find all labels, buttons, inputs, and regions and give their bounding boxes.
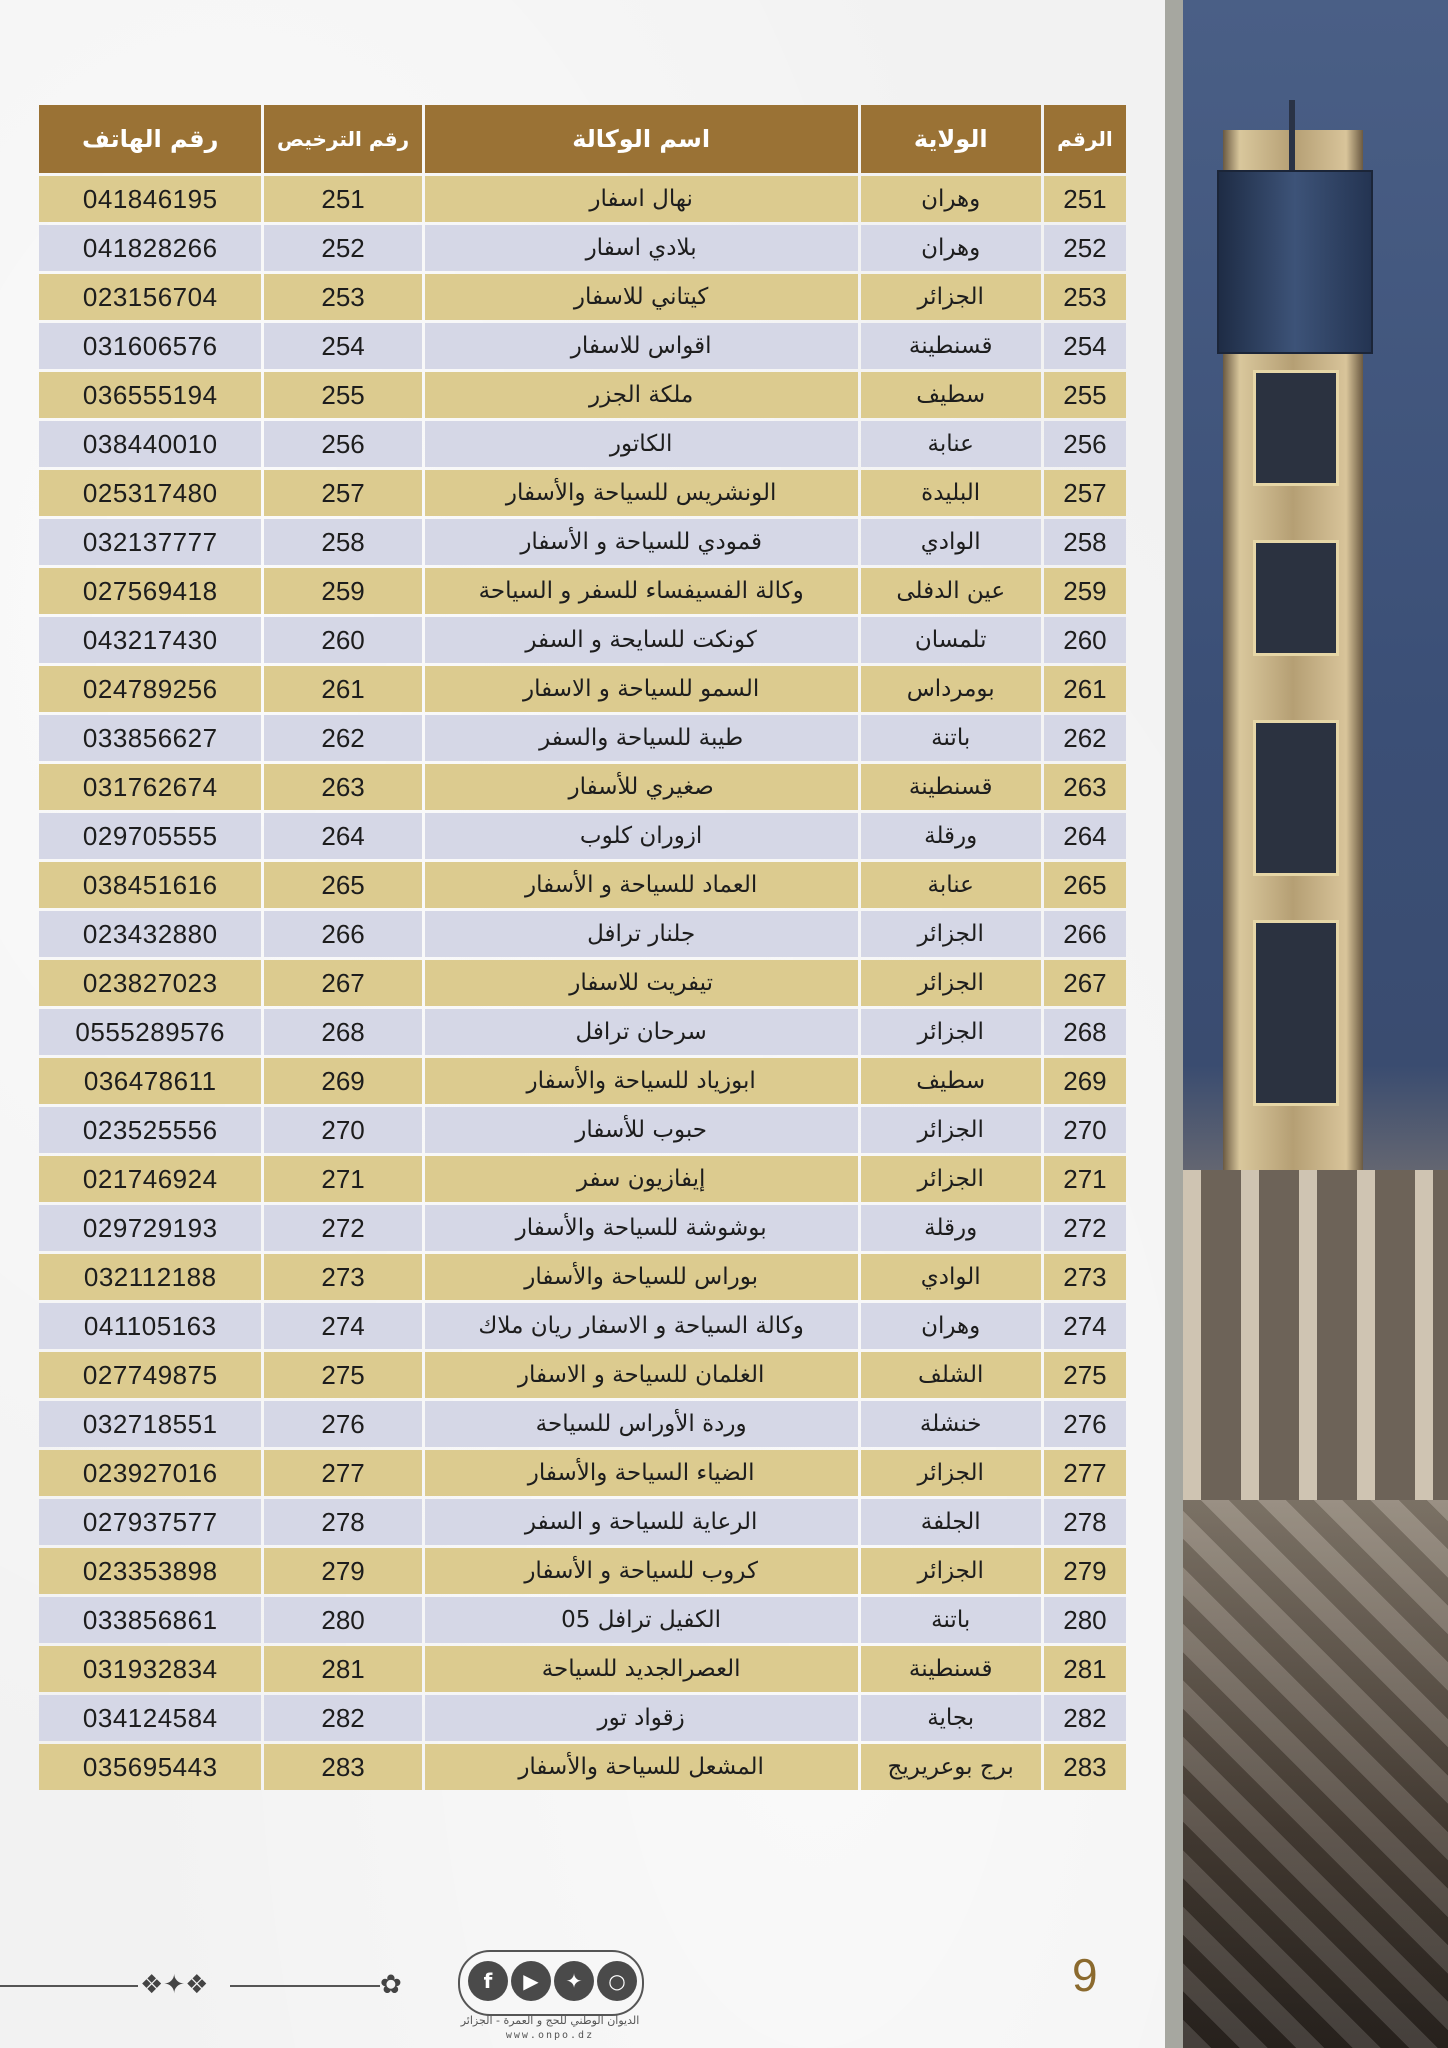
cell-agency-name: تيفريت للاسفار [425, 960, 858, 1006]
cell-wilaya: باتنة [861, 1597, 1041, 1643]
cell-phone: 041105163 [39, 1303, 261, 1349]
table-row [39, 1303, 1126, 1349]
cell-number: 255 [1044, 372, 1126, 418]
footer-rule-left [0, 1985, 138, 1987]
cell-wilaya: قسنطينة [861, 764, 1041, 810]
cell-agency-name: سرحان ترافل [425, 1009, 858, 1055]
cell-agency-name: وكالة السياحة و الاسفار ريان ملاك [425, 1303, 858, 1349]
table-row [39, 1450, 1126, 1496]
cell-wilaya: وهران [861, 225, 1041, 271]
cell-wilaya: الوادي [861, 1254, 1041, 1300]
cell-license: 266 [264, 911, 421, 957]
cell-phone: 036478611 [39, 1058, 261, 1104]
cell-number: 262 [1044, 715, 1126, 761]
cell-license: 281 [264, 1646, 421, 1692]
cell-license: 277 [264, 1450, 421, 1496]
header-phone: رقم الهاتف [39, 105, 261, 173]
cell-agency-name: بوشوشة للسياحة والأسفار [425, 1205, 858, 1251]
cell-agency-name: المشعل للسياحة والأسفار [425, 1744, 858, 1790]
cell-license: 274 [264, 1303, 421, 1349]
minaret-window [1253, 920, 1339, 1106]
cell-phone: 031932834 [39, 1646, 261, 1692]
cell-agency-name: العماد للسياحة و الأسفار [425, 862, 858, 908]
agencies-table [36, 102, 1129, 1793]
cell-phone: 031606576 [39, 323, 261, 369]
table-row [39, 617, 1126, 663]
cell-wilaya: سطيف [861, 372, 1041, 418]
cell-wilaya: باتنة [861, 715, 1041, 761]
cell-phone: 023156704 [39, 274, 261, 320]
youtube-icon[interactable]: ▶ [511, 1961, 551, 2001]
cell-number: 261 [1044, 666, 1126, 712]
cell-license: 252 [264, 225, 421, 271]
cell-license: 264 [264, 813, 421, 859]
cell-wilaya: عنابة [861, 862, 1041, 908]
cell-agency-name: العصرالجديد للسياحة [425, 1646, 858, 1692]
table-row [39, 862, 1126, 908]
cell-phone: 041828266 [39, 225, 261, 271]
cell-phone: 036555194 [39, 372, 261, 418]
cell-agency-name: ملكة الجزر [425, 372, 858, 418]
table-row [39, 225, 1126, 271]
header-number: الرقم [1044, 105, 1126, 173]
cell-license: 255 [264, 372, 421, 418]
cell-number: 266 [1044, 911, 1126, 957]
cell-phone: 035695443 [39, 1744, 261, 1790]
table-row [39, 1058, 1126, 1104]
table-header-row [39, 105, 1126, 173]
header-agency-name: اسم الوكالة [425, 105, 858, 173]
footer-organization: الديوان الوطني للحج و العمرة - الجزائر [460, 2014, 640, 2027]
cell-agency-name: كونكت للسايحة و السفر [425, 617, 858, 663]
cell-license: 267 [264, 960, 421, 1006]
cell-wilaya: الجزائر [861, 911, 1041, 957]
cell-number: 273 [1044, 1254, 1126, 1300]
cell-number: 278 [1044, 1499, 1126, 1545]
cell-phone: 043217430 [39, 617, 261, 663]
table-row [39, 1009, 1126, 1055]
cell-license: 272 [264, 1205, 421, 1251]
cell-wilaya: قسنطينة [861, 323, 1041, 369]
cell-number: 259 [1044, 568, 1126, 614]
minaret-window [1253, 720, 1339, 876]
table-row [39, 1205, 1126, 1251]
cell-agency-name: صغيري للأسفار [425, 764, 858, 810]
cell-license: 271 [264, 1156, 421, 1202]
marble-floor [1183, 1500, 1448, 2048]
cell-license: 262 [264, 715, 421, 761]
cell-license: 265 [264, 862, 421, 908]
cell-agency-name: الرعاية للسياحة و السفر [425, 1499, 858, 1545]
cell-agency-name: جلنار ترافل [425, 911, 858, 957]
cell-phone: 025317480 [39, 470, 261, 516]
table-row [39, 519, 1126, 565]
cell-agency-name: نهال اسفار [425, 176, 858, 222]
cell-license: 259 [264, 568, 421, 614]
minaret-window [1253, 370, 1339, 486]
cell-license: 251 [264, 176, 421, 222]
cell-agency-name: بوراس للسياحة والأسفار [425, 1254, 858, 1300]
cell-wilaya: ورقلة [861, 813, 1041, 859]
table-row [39, 1499, 1126, 1545]
header-wilaya: الولاية [861, 105, 1041, 173]
cell-agency-name: إيفازيون سفر [425, 1156, 858, 1202]
table-row [39, 470, 1126, 516]
cell-license: 260 [264, 617, 421, 663]
cell-license: 275 [264, 1352, 421, 1398]
cell-number: 251 [1044, 176, 1126, 222]
footer-website[interactable]: www.onpo.dz [505, 2030, 595, 2041]
table-row [39, 813, 1126, 859]
cell-agency-name: الكاتور [425, 421, 858, 467]
cell-phone: 021746924 [39, 1156, 261, 1202]
ornament-divider: ❖✦❖ [140, 1970, 209, 2000]
cell-number: 263 [1044, 764, 1126, 810]
cell-number: 253 [1044, 274, 1126, 320]
cell-number: 256 [1044, 421, 1126, 467]
cell-license: 268 [264, 1009, 421, 1055]
cell-number: 279 [1044, 1548, 1126, 1594]
table-row [39, 1548, 1126, 1594]
cell-wilaya: وهران [861, 1303, 1041, 1349]
table-row [39, 1646, 1126, 1692]
cell-number: 277 [1044, 1450, 1126, 1496]
cell-agency-name: ازوران كلوب [425, 813, 858, 859]
social-links [458, 1950, 644, 2016]
table-row [39, 1352, 1126, 1398]
cell-number: 267 [1044, 960, 1126, 1006]
cell-license: 270 [264, 1107, 421, 1153]
table-row [39, 323, 1126, 369]
cell-agency-name: حبوب للأسفار [425, 1107, 858, 1153]
cell-license: 280 [264, 1597, 421, 1643]
table-row [39, 666, 1126, 712]
cell-number: 270 [1044, 1107, 1126, 1153]
cell-phone: 027937577 [39, 1499, 261, 1545]
side-divider-strip [1165, 0, 1183, 2048]
cell-wilaya: الجزائر [861, 1450, 1041, 1496]
cell-agency-name: الضياء السياحة والأسفار [425, 1450, 858, 1496]
table-row [39, 1744, 1126, 1790]
cell-agency-name: وردة الأوراس للسياحة [425, 1401, 858, 1447]
cell-license: 278 [264, 1499, 421, 1545]
cell-agency-name: الغلمان للسياحة و الاسفار [425, 1352, 858, 1398]
table-row [39, 1401, 1126, 1447]
twitter-icon[interactable]: ✦ [554, 1961, 594, 2001]
cell-license: 283 [264, 1744, 421, 1790]
cell-license: 269 [264, 1058, 421, 1104]
table-row [39, 176, 1126, 222]
table-row [39, 715, 1126, 761]
cell-license: 261 [264, 666, 421, 712]
table-row [39, 372, 1126, 418]
mosque-minaret-photo [1183, 0, 1448, 2048]
cell-number: 276 [1044, 1401, 1126, 1447]
cell-number: 275 [1044, 1352, 1126, 1398]
cell-number: 281 [1044, 1646, 1126, 1692]
table-row [39, 911, 1126, 957]
cell-phone: 041846195 [39, 176, 261, 222]
cell-phone: 027569418 [39, 568, 261, 614]
cell-agency-name: بلادي اسفار [425, 225, 858, 271]
cell-agency-name: الكفيل ترافل 05 [425, 1597, 858, 1643]
cell-phone: 032137777 [39, 519, 261, 565]
table-row [39, 1254, 1126, 1300]
cell-wilaya: بومرداس [861, 666, 1041, 712]
table-row [39, 568, 1126, 614]
table-row [39, 764, 1126, 810]
cell-wilaya: ورقلة [861, 1205, 1041, 1251]
table-row [39, 274, 1126, 320]
cell-license: 273 [264, 1254, 421, 1300]
cell-number: 280 [1044, 1597, 1126, 1643]
cell-phone: 023927016 [39, 1450, 261, 1496]
cell-wilaya: بجاية [861, 1695, 1041, 1741]
cell-phone: 023525556 [39, 1107, 261, 1153]
cell-number: 283 [1044, 1744, 1126, 1790]
arcade-arches [1183, 1170, 1448, 1500]
cell-phone: 029705555 [39, 813, 261, 859]
minaret-window [1253, 540, 1339, 656]
cell-phone: 038451616 [39, 862, 261, 908]
cell-agency-name: كيتاني للاسفار [425, 274, 858, 320]
cell-number: 257 [1044, 470, 1126, 516]
cell-number: 264 [1044, 813, 1126, 859]
cell-phone: 029729193 [39, 1205, 261, 1251]
cell-phone: 023353898 [39, 1548, 261, 1594]
ornament-flourish: ✿ [380, 1970, 402, 2000]
cell-number: 271 [1044, 1156, 1126, 1202]
cell-phone: 032718551 [39, 1401, 261, 1447]
cell-number: 272 [1044, 1205, 1126, 1251]
cell-number: 260 [1044, 617, 1126, 663]
cell-number: 252 [1044, 225, 1126, 271]
cell-agency-name: كروب للسياحة و الأسفار [425, 1548, 858, 1594]
cell-wilaya: برج بوعريريج [861, 1744, 1041, 1790]
cell-agency-name: الونشريس للسياحة والأسفار [425, 470, 858, 516]
cell-license: 254 [264, 323, 421, 369]
cell-phone: 033856627 [39, 715, 261, 761]
cell-wilaya: البليدة [861, 470, 1041, 516]
cell-license: 263 [264, 764, 421, 810]
cell-phone: 024789256 [39, 666, 261, 712]
cell-phone: 038440010 [39, 421, 261, 467]
cell-phone: 032112188 [39, 1254, 261, 1300]
cell-wilaya: قسنطينة [861, 1646, 1041, 1692]
cell-agency-name: السمو للسياحة و الاسفار [425, 666, 858, 712]
cell-agency-name: قمودي للسياحة و الأسفار [425, 519, 858, 565]
minaret-spire [1289, 100, 1295, 180]
cell-number: 265 [1044, 862, 1126, 908]
cell-wilaya: عنابة [861, 421, 1041, 467]
cell-agency-name: وكالة الفسيفساء للسفر و السياحة [425, 568, 858, 614]
cell-number: 258 [1044, 519, 1126, 565]
cell-wilaya: سطيف [861, 1058, 1041, 1104]
cell-wilaya: الجزائر [861, 1156, 1041, 1202]
cell-license: 258 [264, 519, 421, 565]
table-row [39, 421, 1126, 467]
cell-number: 274 [1044, 1303, 1126, 1349]
cell-wilaya: الوادي [861, 519, 1041, 565]
cell-agency-name: ابوزياد للسياحة والأسفار [425, 1058, 858, 1104]
cell-license: 253 [264, 274, 421, 320]
cell-wilaya: الجزائر [861, 1107, 1041, 1153]
cell-number: 269 [1044, 1058, 1126, 1104]
cell-wilaya: الجزائر [861, 960, 1041, 1006]
cell-wilaya: تلمسان [861, 617, 1041, 663]
cell-wilaya: الشلف [861, 1352, 1041, 1398]
cell-phone: 027749875 [39, 1352, 261, 1398]
cell-agency-name: زقواد تور [425, 1695, 858, 1741]
cell-wilaya: وهران [861, 176, 1041, 222]
cell-wilaya: الجلفة [861, 1499, 1041, 1545]
cell-phone: 023432880 [39, 911, 261, 957]
cell-license: 257 [264, 470, 421, 516]
minaret-glass-top [1217, 170, 1373, 354]
header-license: رقم الترخيص [264, 105, 421, 173]
cell-license: 279 [264, 1548, 421, 1594]
page-number: 9 [1072, 1949, 1098, 2001]
cell-license: 256 [264, 421, 421, 467]
cell-phone: 023827023 [39, 960, 261, 1006]
facebook-icon[interactable]: f [468, 1961, 508, 2001]
cell-wilaya: خنشلة [861, 1401, 1041, 1447]
cell-phone: 0555289576 [39, 1009, 261, 1055]
table-row [39, 1597, 1126, 1643]
cell-wilaya: الجزائر [861, 1548, 1041, 1594]
cell-wilaya: عين الدفلى [861, 568, 1041, 614]
cell-license: 276 [264, 1401, 421, 1447]
cell-wilaya: الجزائر [861, 1009, 1041, 1055]
cell-phone: 031762674 [39, 764, 261, 810]
footer-rule-mid [230, 1985, 380, 1987]
cell-number: 254 [1044, 323, 1126, 369]
cell-license: 282 [264, 1695, 421, 1741]
cell-number: 282 [1044, 1695, 1126, 1741]
cell-number: 268 [1044, 1009, 1126, 1055]
cell-agency-name: طيبة للسياحة والسفر [425, 715, 858, 761]
cell-agency-name: اقواس للاسفار [425, 323, 858, 369]
table-row [39, 960, 1126, 1006]
cell-phone: 034124584 [39, 1695, 261, 1741]
table-row [39, 1107, 1126, 1153]
instagram-icon[interactable]: ○ [597, 1961, 637, 2001]
cell-phone: 033856861 [39, 1597, 261, 1643]
cell-wilaya: الجزائر [861, 274, 1041, 320]
table-row [39, 1156, 1126, 1202]
table-row [39, 1695, 1126, 1741]
